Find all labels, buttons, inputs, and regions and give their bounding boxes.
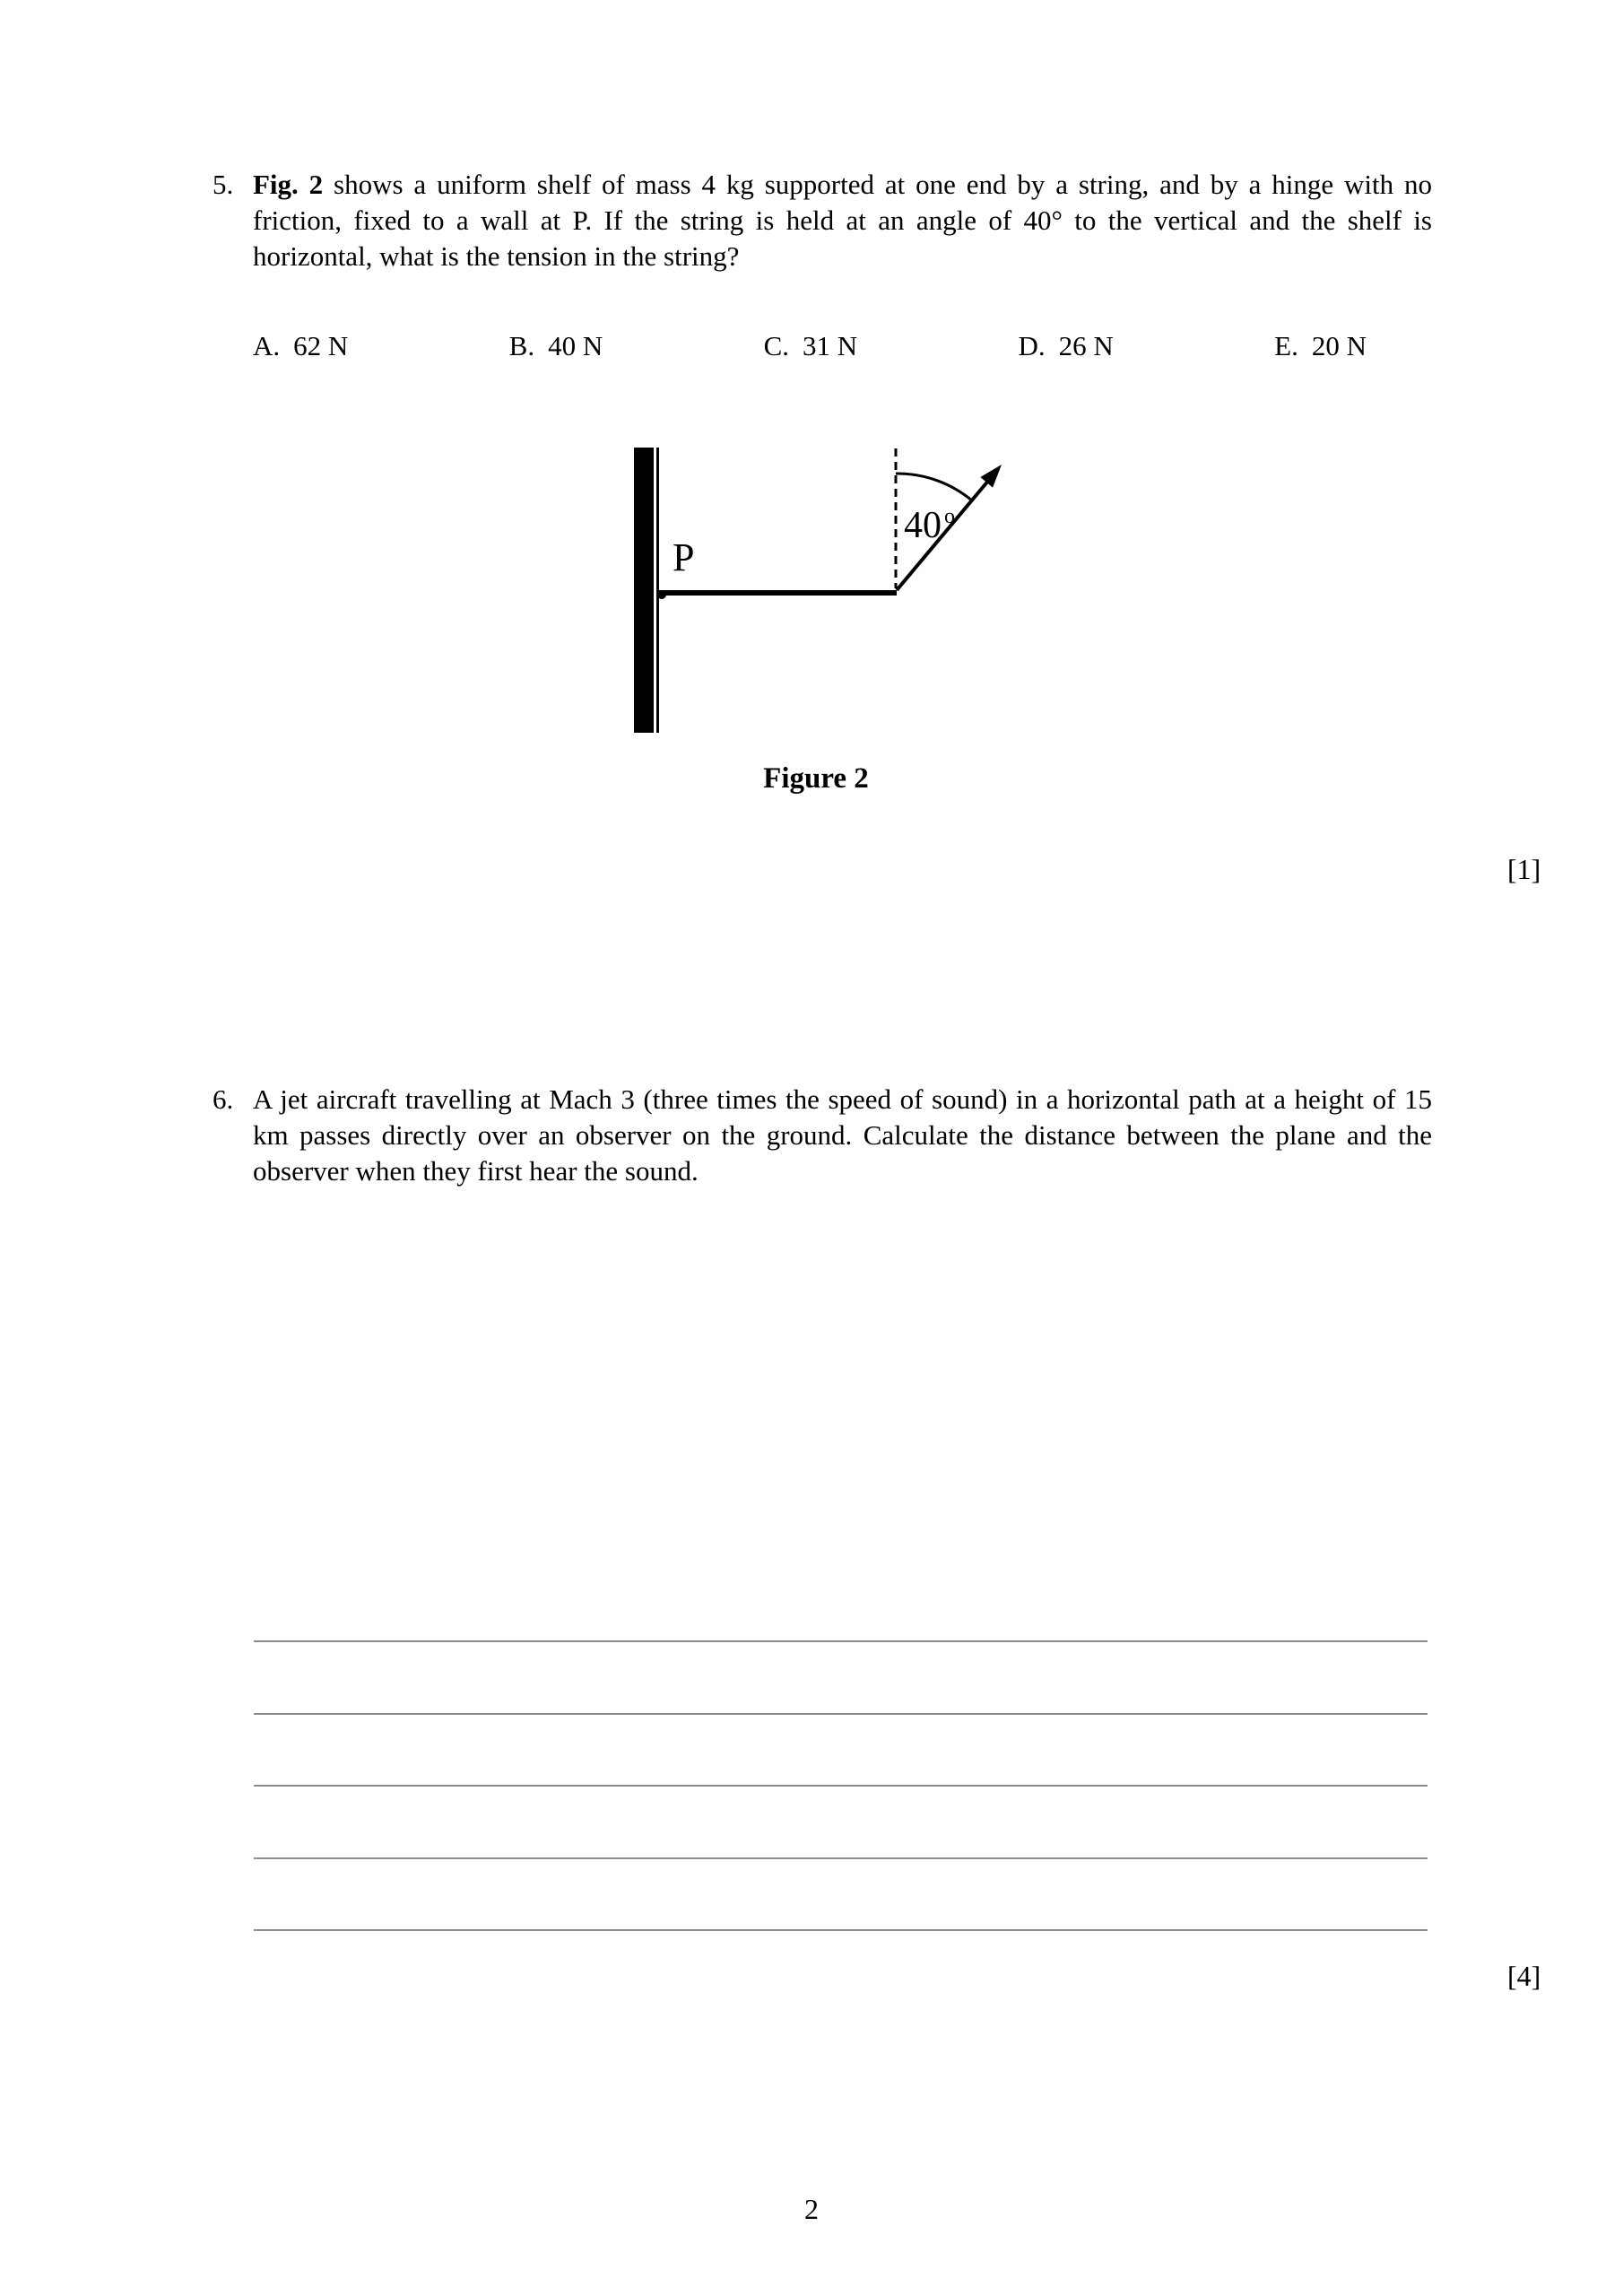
- question-6-marks: [4]: [1507, 1960, 1541, 1992]
- question-5-options: [253, 328, 1367, 364]
- option-c-value: 31 N: [803, 330, 858, 361]
- question-5-text: [253, 167, 1432, 274]
- angle-label: 40: [904, 505, 942, 546]
- answer-line: [254, 1713, 1428, 1715]
- page-number: 2: [804, 2193, 819, 2225]
- answer-line: [254, 1640, 1428, 1642]
- wall: [634, 448, 654, 733]
- option-b: [509, 328, 603, 364]
- option-a: [253, 328, 348, 364]
- angle-label-superscript: o: [944, 505, 955, 528]
- option-d-value: 26 N: [1058, 330, 1114, 361]
- question-5-number: 5.: [213, 169, 234, 200]
- answer-line: [254, 1785, 1428, 1787]
- question-5-body: shows a uniform shelf of mass 4 kg supported at one end by a string, and by a hinge with no friction, fixed to a wall at P. If the string is held at an angle of 40° to the vertical and the shelf is horizontal, what is the tension in the string?: [253, 169, 1432, 272]
- angle-arc: [896, 474, 973, 501]
- option-e: [1274, 328, 1367, 364]
- wall-inner-line: [656, 448, 659, 733]
- option-b-label: B.: [508, 330, 535, 361]
- shelf: [659, 590, 897, 596]
- hinge-dot: [657, 590, 666, 599]
- option-c: [764, 328, 858, 364]
- option-c-label: C.: [763, 330, 790, 361]
- option-d: [1019, 328, 1114, 364]
- question-6: [213, 1082, 1432, 1189]
- option-a-label: A.: [253, 330, 281, 361]
- question-6-text: A jet aircraft travelling at Mach 3 (three times the speed of sound) in a horizontal path at a height of 15 km passes directly over an observer on the ground. Calculate the distance between the plane and the observer when they first hear the sound.: [253, 1083, 1432, 1187]
- figure-2-caption: Figure 2: [763, 762, 869, 795]
- option-a-value: 62 N: [293, 330, 349, 361]
- question-5: [213, 167, 1432, 274]
- figure-2-diagram: [619, 435, 1040, 749]
- option-b-value: 40 N: [548, 330, 603, 361]
- answer-line: [254, 1929, 1428, 1931]
- hinge-point-label: P: [673, 535, 695, 579]
- question-5-marks: [1]: [1507, 853, 1541, 885]
- answer-line: [254, 1857, 1428, 1859]
- option-e-value: 20 N: [1311, 330, 1367, 361]
- option-e-label: E.: [1274, 330, 1298, 361]
- question-5-figure-reference: Fig. 2: [253, 169, 324, 200]
- question-6-number: 6.: [213, 1083, 234, 1115]
- option-d-label: D.: [1018, 330, 1046, 361]
